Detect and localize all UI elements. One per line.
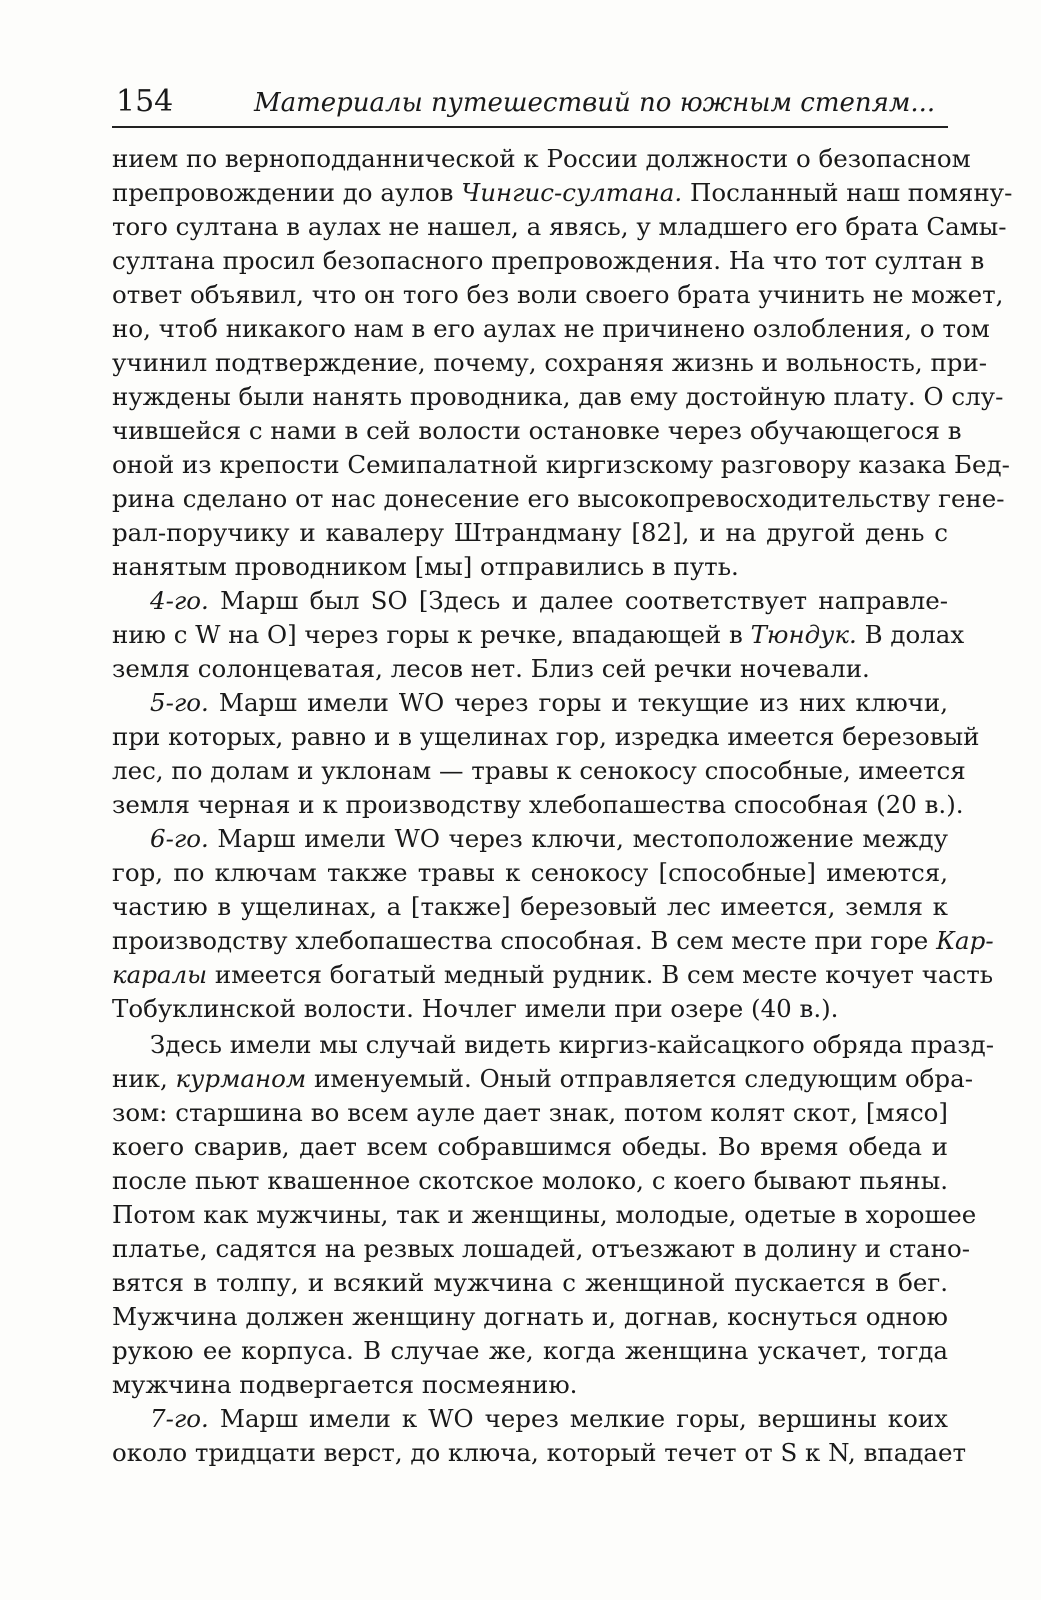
text-segment: при которых, равно и в ущелинах гор, изредка имеется березовый [112, 722, 980, 751]
text-line [112, 1402, 948, 1436]
text-line [112, 414, 962, 448]
body-text [112, 142, 1013, 1470]
text-line [112, 448, 1010, 482]
text-line [112, 652, 948, 686]
text-segment: В долах [856, 620, 965, 649]
text-line [112, 1164, 948, 1198]
text-segment: Марш имели WO через ключи, местоположение между [208, 824, 948, 853]
italic-text: 5-го. [150, 688, 209, 717]
text-segment: после пьют квашенное скотское молоко, с коего бывают пьяны. [112, 1166, 948, 1195]
text-segment: рукою ее корпуса. В случае же, когда женщина ускачет, тогда [112, 1336, 948, 1365]
text-line [112, 346, 988, 380]
text-line [112, 1096, 948, 1130]
text-line [112, 278, 1004, 312]
running-title: Материалы путешествий по южным степям... [254, 88, 936, 118]
text-line [112, 856, 948, 890]
text-line [112, 312, 990, 346]
text-segment: султана просил безопасного препровождения. На что тот султан в [112, 246, 985, 275]
text-segment: именуемый. Оный отправляется следующим обра- [306, 1064, 974, 1093]
text-line [112, 618, 965, 652]
italic-text: курманом [175, 1064, 307, 1093]
text-line [112, 958, 994, 992]
italic-text: Тюндук. [750, 620, 857, 649]
text-segment: зом: старшина во всем ауле дает знак, потом колят скот, [мясо] [112, 1098, 948, 1127]
text-segment: рина сделано от нас донесение его высокопревосходительству гене- [112, 484, 1005, 513]
text-line [112, 754, 966, 788]
text-line [112, 176, 1013, 210]
italic-text: Чингис-султана. [461, 178, 683, 207]
text-segment: гор, по ключам также травы к сенокосу [способные] имеются, [112, 858, 948, 887]
text-segment: производству хлебопашества способная. В сем месте при горе [112, 926, 937, 955]
text-segment: Мужчина должен женщину догнать и, догнав, коснуться одною [112, 1302, 948, 1331]
text-segment: Марш имели WO через горы и текущие из них ключи, [208, 688, 948, 717]
text-segment: но, чтоб никакого нам в его аулах не причинено озлобления, о том [112, 314, 990, 343]
text-segment: нию с W на O] через горы к речке, впадающей в [112, 620, 751, 649]
text-line [112, 1334, 948, 1368]
text-segment: земля черная и к производству хлебопашества способная (20 в.). [112, 790, 964, 819]
text-line [112, 584, 948, 618]
text-line [112, 890, 948, 924]
text-line [112, 210, 1007, 244]
text-segment: Марш был SO [Здесь и далее соответствует направле- [208, 586, 948, 615]
text-segment: нием по верноподданнической к России должности о безопасном [112, 144, 971, 173]
italic-text: каралы [112, 960, 208, 989]
text-segment: платье, садятся на резвых лошадей, отъезжают в долину и стано- [112, 1234, 970, 1263]
text-segment: ответ объявил, что он того без воли своего брата учинить не может, [112, 280, 1004, 309]
text-segment: учинил подтверждение, почему, сохраняя жизнь и вольность, при- [112, 348, 988, 377]
text-line [112, 686, 948, 720]
text-segment: оной из крепости Семипалатной киргизскому разговору казака Бед- [112, 450, 1010, 479]
text-line [112, 1300, 948, 1334]
text-segment: коего сварив, дает всем собравшимся обеды. Во время обеда и [112, 1132, 948, 1161]
text-line [112, 822, 948, 856]
page-header [112, 82, 948, 128]
text-segment: Марш имели к WO через мелкие горы, вершины коих [208, 1404, 948, 1433]
text-segment: вятся в толпу, и всякий мужчина с женщиной пускается в бег. [112, 1268, 948, 1297]
text-line [112, 1436, 967, 1470]
text-segment: Посланный наш помяну- [682, 178, 1013, 207]
text-segment: около тридцати верст, до ключа, который течет от S к N, впадает [112, 1438, 967, 1467]
page-number: 154 [116, 84, 174, 119]
text-segment: имеется богатый медный рудник. В сем месте кочует часть [207, 960, 994, 989]
text-line [112, 482, 1005, 516]
text-line [112, 1232, 970, 1266]
italic-text: 6-го. [150, 824, 209, 853]
text-segment: препровождении до аулов [112, 178, 462, 207]
text-segment: ник, [112, 1064, 176, 1093]
text-line [112, 516, 948, 550]
text-line [112, 924, 994, 958]
text-segment: мужчина подвергается посмеянию. [112, 1370, 578, 1399]
text-line [112, 550, 948, 584]
text-segment: Потом как мужчины, так и женщины, молодые, одетые в хорошее [112, 1200, 977, 1229]
text-segment: нуждены были нанять проводника, дав ему достойную плату. О слу- [112, 382, 1004, 411]
text-line [112, 1028, 994, 1062]
text-line [112, 380, 1004, 414]
text-line [112, 788, 964, 822]
text-segment: рал-поручику и кавалеру Штрандману [82], и на другой день с [112, 518, 948, 547]
text-line [112, 720, 980, 754]
text-segment: того султана в аулах не нашел, а явясь, у младшего его брата Самы- [112, 212, 1007, 241]
italic-text: 4-го. [150, 586, 209, 615]
text-line [112, 992, 948, 1026]
italic-text: Кар- [936, 926, 994, 955]
text-line [112, 1062, 974, 1096]
text-line [112, 1198, 977, 1232]
text-segment: нанятым проводником [мы] отправились в путь. [112, 552, 739, 581]
text-segment: земля солонцеватая, лесов нет. Близ сей речки ночевали. [112, 654, 870, 683]
text-segment: чившейся с нами в сей волости остановке через обучающегося в [112, 416, 962, 445]
text-segment: лес, по долам и уклонам — травы к сенокосу способные, имеется [112, 756, 966, 785]
text-line [112, 1368, 948, 1402]
text-line [112, 142, 971, 176]
text-segment: Тобуклинской волости. Ночлег имели при озере (40 в.). [112, 994, 839, 1023]
text-segment: частию в ущелинах, а [также] березовый лес имеется, земля к [112, 892, 948, 921]
text-line [112, 1266, 948, 1300]
text-segment: Здесь имели мы случай видеть киргиз-кайсацкого обряда празд- [150, 1030, 994, 1059]
text-line [112, 244, 985, 278]
italic-text: 7-го. [150, 1404, 209, 1433]
text-line [112, 1130, 948, 1164]
